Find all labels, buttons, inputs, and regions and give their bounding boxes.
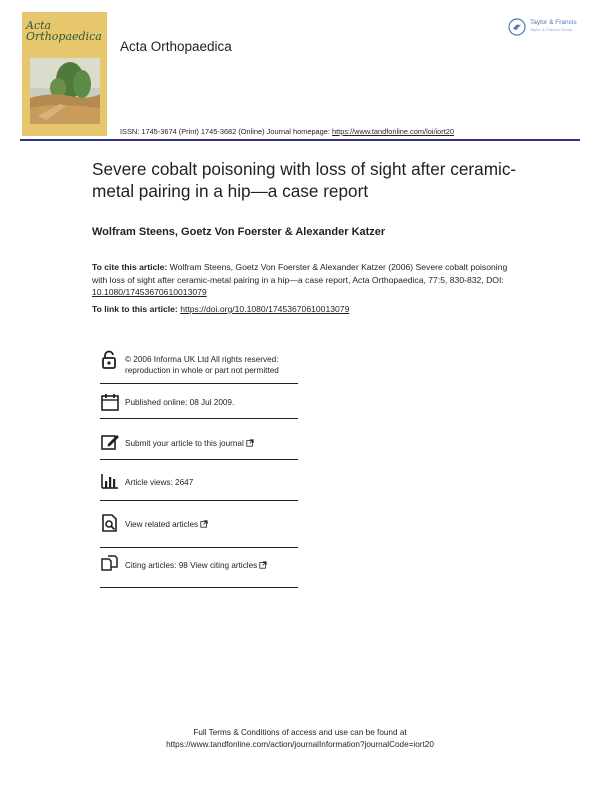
external-link-icon — [259, 561, 267, 569]
open-lock-icon — [100, 350, 120, 370]
article-views: Article views: 2647 — [125, 478, 194, 487]
external-link-icon — [246, 439, 254, 447]
citation-doi-link[interactable]: 10.1080/17453670610013079 — [92, 287, 207, 297]
issn-line — [120, 127, 454, 136]
header-divider — [20, 139, 580, 141]
publisher-logo[interactable] — [508, 18, 584, 38]
footer-terms-link[interactable]: https://www.tandfonline.com/action/journalInformation?journalCode=iort20 — [166, 739, 434, 749]
info-divider — [100, 500, 298, 501]
info-divider — [100, 383, 298, 384]
citing-documents-icon — [100, 554, 120, 574]
footer-terms-text: Full Terms & Conditions of access and use can be found at — [193, 728, 407, 737]
citation-block — [92, 261, 522, 299]
submit-article-link[interactable]: Submit your article to this journal — [125, 439, 244, 448]
journal-name: Acta Orthopaedica — [120, 39, 232, 54]
calendar-icon — [100, 392, 120, 412]
article-title: Severe cobalt poisoning with loss of sight after ceramic-metal pairing in a hip—a case report — [92, 159, 517, 201]
publisher-logo-name: Taylor & Francis — [530, 19, 577, 26]
cover-title-line1: Acta — [26, 19, 52, 32]
info-divider — [100, 547, 298, 548]
article-link-line — [92, 304, 349, 314]
published-date: Published online: 08 Jul 2009. — [125, 398, 235, 407]
article-doi-link[interactable]: https://doi.org/10.1080/17453670610013079 — [180, 304, 350, 314]
journal-cover[interactable] — [22, 12, 107, 136]
info-divider — [100, 587, 298, 588]
citing-articles-link[interactable]: Citing articles: 98 View citing articles — [125, 561, 258, 570]
document-search-icon — [100, 513, 120, 533]
citation-label: To cite this article: — [92, 262, 168, 272]
info-divider — [100, 459, 298, 460]
article-authors: Wolfram Steens, Goetz Von Foerster & Alexander Katzer — [92, 226, 386, 238]
bar-chart-icon — [100, 472, 120, 492]
link-label: To link to this article: — [92, 304, 181, 314]
external-link-icon — [200, 520, 208, 528]
citation-text: Wolfram Steens, Goetz Von Foerster & Alexander Katzer (2006) Severe cobalt poisoning with loss of sight after ceramic-metal pairing in a hip—a case report, Acta Orthopaedica, 77:5, 830-832, DOI: — [92, 262, 508, 285]
cover-title-line2: Orthopaedica — [26, 30, 102, 43]
copyright-line2: reproduction in whole or part not permitted — [125, 366, 279, 375]
publisher-logo-icon — [508, 18, 526, 36]
issn-text: ISSN: 1745-3674 (Print) 1745-3682 (Online) Journal homepage: — [120, 127, 332, 136]
info-divider — [100, 418, 298, 419]
cover-painting-image — [30, 58, 100, 124]
cover-title — [26, 20, 106, 42]
edit-icon — [100, 432, 120, 452]
publisher-logo-subtitle: Taylor & Francis Group — [530, 28, 573, 32]
related-articles-link[interactable]: View related articles — [125, 520, 199, 529]
journal-homepage-link[interactable]: https://www.tandfonline.com/loi/iort20 — [332, 127, 455, 136]
copyright-line1: © 2006 Informa UK Ltd All rights reserved: — [125, 355, 279, 364]
footer — [0, 727, 600, 750]
